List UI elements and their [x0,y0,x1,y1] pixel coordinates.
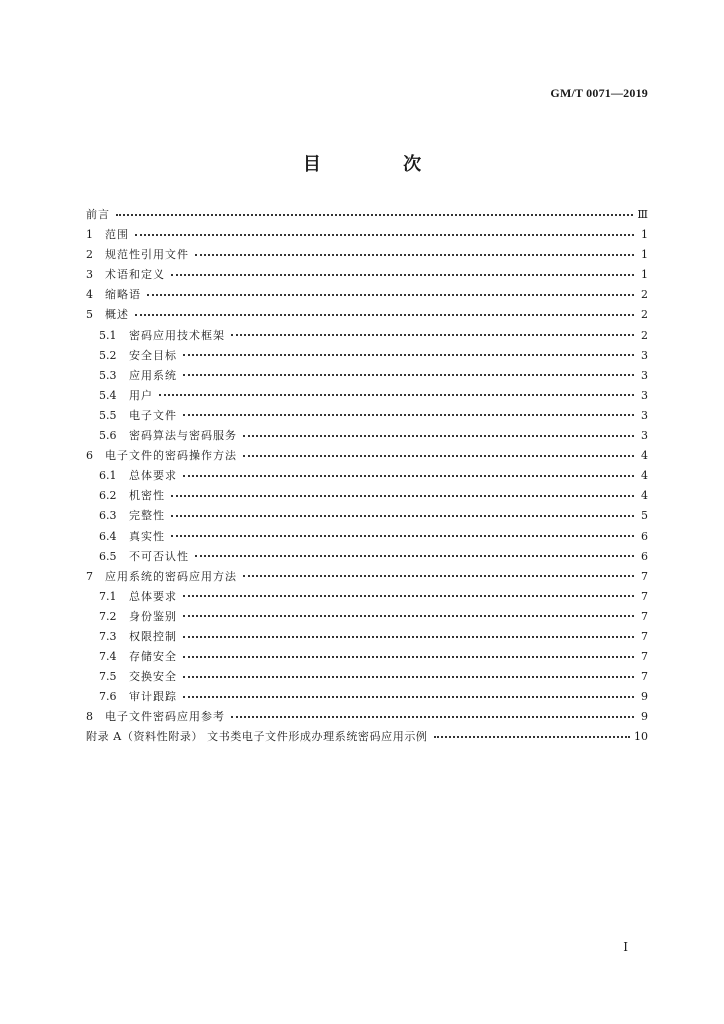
toc-entry[interactable] [86,708,648,728]
toc-dot-leader [231,715,634,718]
toc-entry-title: 权限控制 [129,629,177,643]
toc-entry-page: 3 [641,348,648,362]
toc-entry-page: 7 [641,670,648,684]
toc-entry-number: 5.3 [99,368,117,382]
toc-entry[interactable] [86,367,648,387]
toc-entry-title: 电子文件的密码操作方法 [105,449,237,463]
toc-entry[interactable] [86,286,648,306]
toc-dot-leader [195,554,634,557]
toc-entry-page: 1 [641,228,648,242]
toc-entry[interactable] [86,226,648,246]
toc-dot-leader [116,213,633,216]
toc-entry-number: 7.2 [99,609,117,623]
toc-dot-leader [183,373,634,376]
toc-entry[interactable] [86,266,648,286]
toc-entry-title: 附录 A（资料性附录） 文书类电子文件形成办理系统密码应用示例 [86,730,428,744]
toc-entry[interactable] [86,347,648,367]
toc-entry[interactable] [86,568,648,588]
toc-entry-title: 不可否认性 [129,549,189,563]
toc-entry-page: 2 [641,328,648,342]
toc-dot-leader [243,574,634,577]
toc-entry[interactable] [86,628,648,648]
toc-entry[interactable] [86,507,648,527]
toc-dot-leader [231,333,634,336]
toc-entry-number: 7 [86,569,93,583]
toc-entry-number: 6 [86,449,93,463]
toc-entry-number: 6.1 [99,469,117,483]
toc-entry[interactable] [86,206,648,226]
toc-entry-title: 应用系统 [129,368,177,382]
toc-dot-leader [243,434,634,437]
toc-dot-leader [159,393,634,396]
toc-entry-page: 9 [641,690,648,704]
toc-entry-number: 5.6 [99,429,117,443]
toc-entry-page: 7 [641,650,648,664]
toc-entry-number: 8 [86,710,93,724]
toc-entry-title: 真实性 [129,529,165,543]
toc-dot-leader [171,494,634,497]
toc-entry-number: 2 [86,248,93,262]
toc-entry-title: 应用系统的密码应用方法 [105,569,237,583]
toc-entry[interactable] [86,588,648,608]
toc-entry[interactable] [86,246,648,266]
toc-entry-page: 1 [641,248,648,262]
toc-entry-title: 概述 [105,308,129,322]
toc-entry-title: 总体要求 [129,469,177,483]
toc-entry[interactable] [86,728,648,748]
toc-entry-page: 7 [641,629,648,643]
toc-entry[interactable] [86,648,648,668]
toc-entry-page: 3 [641,368,648,382]
toc-entry[interactable] [86,487,648,507]
toc-dot-leader [183,474,634,477]
toc-entry-title: 密码应用技术框架 [129,328,225,342]
document-code: GM/T 0071—2019 [550,86,648,100]
toc-entry-page: 3 [641,388,648,402]
toc-entry-title: 术语和定义 [105,268,165,282]
toc-dot-leader [183,635,634,638]
toc-entry-title: 密码算法与密码服务 [129,429,237,443]
toc-entry-number: 5 [86,308,93,322]
toc-entry-page: 7 [641,569,648,583]
toc-entry-number: 5.1 [99,328,117,342]
toc-entry-page: 5 [641,509,648,523]
toc-entry-title: 完整性 [129,509,165,523]
toc-entry-number: 5.5 [99,408,117,422]
toc-dot-leader [183,655,634,658]
toc-entry[interactable] [86,528,648,548]
toc-entry-page: 6 [641,549,648,563]
toc-entry-number: 6.3 [99,509,117,523]
toc-entry-page: 3 [641,408,648,422]
toc-entry-page: 4 [641,489,648,503]
toc-entry-number: 5.4 [99,388,117,402]
toc-dot-leader [434,735,630,738]
toc-entry-number: 7.5 [99,670,117,684]
toc-entry[interactable] [86,387,648,407]
toc-entry[interactable] [86,407,648,427]
toc-dot-leader [183,353,634,356]
toc-dot-leader [147,293,634,296]
toc-entry-title: 总体要求 [129,589,177,603]
toc-dot-leader [183,614,634,617]
toc-entry[interactable] [86,467,648,487]
toc-entry-title: 前言 [86,208,110,221]
toc-entry[interactable] [86,327,648,347]
toc-dot-leader [183,594,634,597]
toc-entry-number: 1 [86,228,93,242]
toc-entry-page: 7 [641,609,648,623]
toc-entry-number: 7.4 [99,650,117,664]
toc-dot-leader [171,514,634,517]
toc-entry-title: 安全目标 [129,348,177,362]
toc-dot-leader [183,695,634,698]
toc-entry-number: 7.3 [99,629,117,643]
toc-entry-number: 3 [86,268,93,282]
toc-entry-title: 电子文件 [129,408,177,422]
toc-dot-leader [183,675,634,678]
toc-entry-number: 7.6 [99,690,117,704]
toc-entry[interactable] [86,447,648,467]
toc-entry-page: 4 [641,469,648,483]
toc-entry-page: Ⅲ [637,208,648,221]
toc-entry-title: 用户 [129,388,153,402]
toc-entry-number: 6.2 [99,489,117,503]
toc-entry[interactable] [86,688,648,708]
toc-entry-title: 规范性引用文件 [105,248,189,262]
toc-entry-number: 4 [86,288,93,302]
toc-entry-page: 2 [641,308,648,322]
toc-entry-page: 3 [641,429,648,443]
toc-entry-number: 5.2 [99,348,117,362]
toc-entry-number: 6.5 [99,549,117,563]
table-of-contents [86,206,648,749]
toc-entry[interactable] [86,608,648,628]
footer-page-number: I [623,940,628,954]
toc-entry-page: 9 [641,710,648,724]
toc-entry-page: 4 [641,449,648,463]
toc-entry-page: 2 [641,288,648,302]
toc-entry-page: 6 [641,529,648,543]
page-title: 目 次 [302,154,460,175]
toc-dot-leader [195,253,634,256]
toc-entry-title: 存储安全 [129,650,177,664]
toc-entry[interactable] [86,668,648,688]
toc-entry[interactable] [86,306,648,326]
toc-entry-title: 缩略语 [105,288,141,302]
toc-entry-number: 7.1 [99,589,117,603]
toc-entry-title: 机密性 [129,489,165,503]
toc-dot-leader [183,413,634,416]
toc-dot-leader [135,233,634,236]
toc-entry[interactable] [86,427,648,447]
toc-entry[interactable] [86,548,648,568]
toc-dot-leader [243,454,634,457]
toc-dot-leader [171,273,634,276]
toc-entry-page: 1 [641,268,648,282]
toc-entry-page: 7 [641,589,648,603]
toc-entry-title: 电子文件密码应用参考 [105,710,225,724]
toc-entry-title: 交换安全 [129,670,177,684]
toc-dot-leader [171,534,634,537]
toc-entry-title: 范围 [105,228,129,242]
toc-entry-title: 身份鉴别 [129,609,177,623]
toc-entry-number: 6.4 [99,529,117,543]
toc-dot-leader [135,313,634,316]
toc-entry-page: 10 [634,730,648,744]
toc-entry-title: 审计跟踪 [129,690,177,704]
